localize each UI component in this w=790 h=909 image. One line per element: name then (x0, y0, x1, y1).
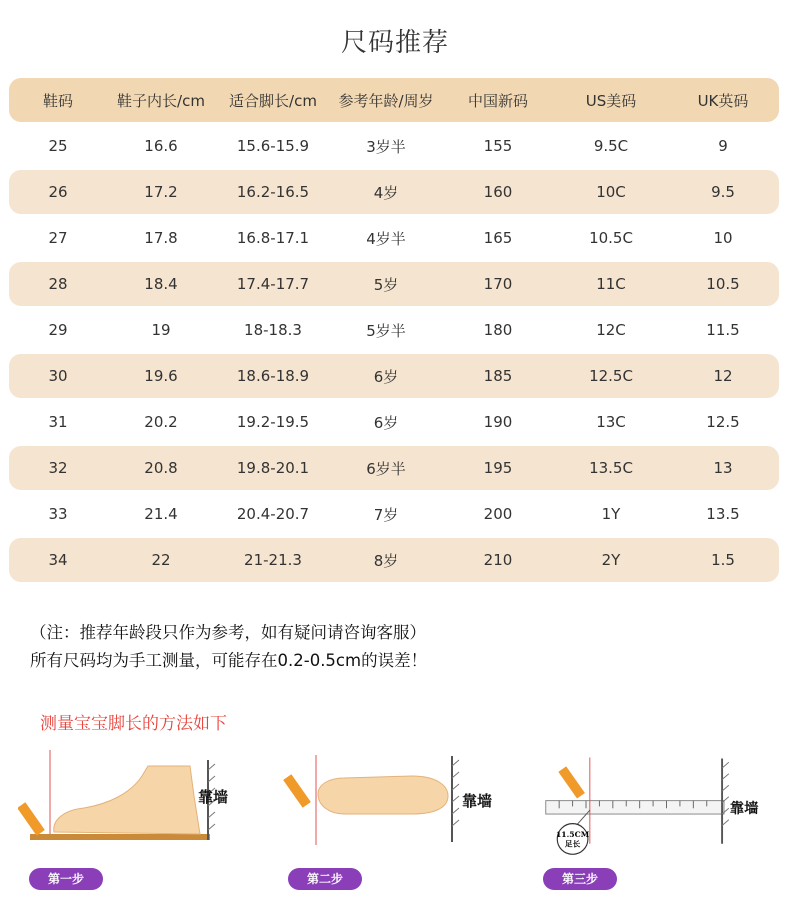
size-table (9, 78, 779, 584)
table-header (9, 78, 779, 122)
table-cell: 20.4-20.7 (236, 505, 310, 523)
table-cell: 12.5 (706, 413, 740, 431)
table-cell: 16.6 (144, 137, 178, 155)
table-cell: 170 (483, 275, 513, 293)
table-cell: 180 (483, 321, 513, 339)
table-row (9, 492, 779, 536)
wall-label: 靠墙 (462, 792, 493, 810)
table-cell: 20.8 (144, 459, 178, 477)
table-cell: 9.5 (711, 183, 735, 201)
measure-title: 测量宝宝脚长的方法如下 (40, 714, 227, 734)
table-cell: 165 (483, 229, 513, 247)
table-cell: 6岁 (373, 413, 399, 432)
table-cell: 16.2-16.5 (236, 183, 310, 201)
table-cell: 2Y (601, 551, 621, 569)
table-row (9, 354, 779, 398)
header-cell: 鞋码 (42, 91, 73, 110)
table-cell: 1Y (601, 505, 621, 523)
table-cell: 5岁半 (366, 321, 406, 340)
table-cell: 21.4 (144, 505, 178, 523)
header-cell: 适合脚长/cm (229, 91, 317, 110)
table-cell: 13.5C (589, 459, 633, 477)
callout-value: 11.5CM (555, 830, 590, 840)
table-cell: 4岁 (373, 183, 399, 202)
table-cell: 10.5 (706, 275, 740, 293)
table-row (9, 446, 779, 490)
table-cell: 9 (718, 137, 728, 155)
table-cell: 21-21.3 (244, 551, 302, 569)
table-cell: 5岁 (373, 275, 399, 294)
table-row (9, 400, 779, 444)
table-cell: 20.2 (144, 413, 178, 431)
table-cell: 190 (483, 413, 513, 431)
size-notes (30, 619, 427, 675)
table-cell: 6岁 (373, 367, 399, 386)
table-cell: 10.5C (589, 229, 633, 247)
table-row (9, 262, 779, 306)
table-cell: 17.2 (144, 183, 178, 201)
table-cell: 9.5C (593, 137, 629, 155)
table-cell: 33 (48, 505, 68, 523)
wall-label: 靠墙 (729, 801, 759, 818)
header-cell: 鞋子内长/cm (117, 91, 205, 110)
note-line-2: 所有尺码均为手工测量，可能存在0.2-0.5cm的误差！ (30, 651, 428, 670)
table-cell: 11C (596, 275, 626, 293)
step1-badge: 第一步 (29, 868, 103, 890)
table-cell: 7岁 (373, 505, 399, 524)
table-cell: 22 (151, 551, 171, 569)
table-cell: 17.8 (144, 229, 178, 247)
table-cell: 29 (48, 321, 68, 339)
table-row (9, 124, 779, 168)
table-cell: 34 (48, 551, 68, 569)
page-title: 尺码推荐 (340, 28, 449, 58)
table-row (9, 538, 779, 582)
table-cell: 18.4 (144, 275, 178, 293)
table-row (9, 216, 779, 260)
floor-board (30, 834, 210, 840)
header-cell: UK英码 (697, 91, 749, 110)
table-cell: 6岁半 (366, 459, 406, 478)
table-cell: 12.5C (589, 367, 633, 385)
table-cell: 19.6 (144, 367, 178, 385)
table-cell: 25 (48, 137, 68, 155)
header-cell: 参考年龄/周岁 (338, 91, 434, 110)
foot-side (54, 766, 200, 834)
wall-label: 靠墙 (198, 788, 229, 806)
step2-badge: 第二步 (288, 868, 362, 890)
step3-badge: 第三步 (543, 868, 617, 890)
table-cell: 3岁半 (366, 137, 406, 156)
table-cell: 18.6-18.9 (236, 367, 310, 385)
table-cell: 210 (483, 551, 513, 569)
table-cell: 32 (48, 459, 68, 477)
table-cell: 10C (596, 183, 626, 201)
table-cell: 12 (713, 367, 733, 385)
table-cell: 26 (48, 183, 68, 201)
table-cell: 19.8-20.1 (236, 459, 310, 477)
note-line-1: （注：推荐年龄段只作为参考，如有疑问请咨询客服） (30, 623, 426, 642)
table-cell: 200 (483, 505, 513, 523)
table-cell: 31 (48, 413, 68, 431)
callout-label: 足长 (564, 839, 581, 849)
table-cell: 1.5 (711, 551, 735, 569)
table-cell: 27 (48, 229, 68, 247)
table-cell: 13.5 (706, 505, 740, 523)
table-cell: 15.6-15.9 (236, 137, 310, 155)
table-cell: 10 (713, 229, 733, 247)
table-cell: 11.5 (706, 321, 740, 339)
table-cell: 30 (48, 367, 68, 385)
table-cell: 16.8-17.1 (236, 229, 310, 247)
table-cell: 8岁 (373, 551, 399, 570)
table-cell: 19.2-19.5 (236, 413, 310, 431)
table-cell: 13 (713, 459, 733, 477)
table-cell: 17.4-17.7 (236, 275, 310, 293)
table-row (9, 170, 779, 214)
table-cell: 18-18.3 (244, 321, 302, 339)
table-cell: 195 (483, 459, 513, 477)
header-cell: US美码 (585, 91, 637, 110)
foot-top (318, 776, 448, 814)
table-cell: 28 (48, 275, 68, 293)
header-cell: 中国新码 (467, 91, 528, 110)
pencil-icon (18, 802, 45, 836)
table-cell: 19 (151, 321, 171, 339)
table-cell: 4岁半 (366, 229, 406, 248)
table-cell: 13C (596, 413, 626, 431)
pencil-icon (283, 774, 311, 808)
table-cell: 155 (483, 137, 513, 155)
table-cell: 160 (483, 183, 513, 201)
pencil-icon (558, 766, 585, 798)
table-cell: 185 (483, 367, 513, 385)
table-cell: 12C (596, 321, 626, 339)
table-row (9, 308, 779, 352)
